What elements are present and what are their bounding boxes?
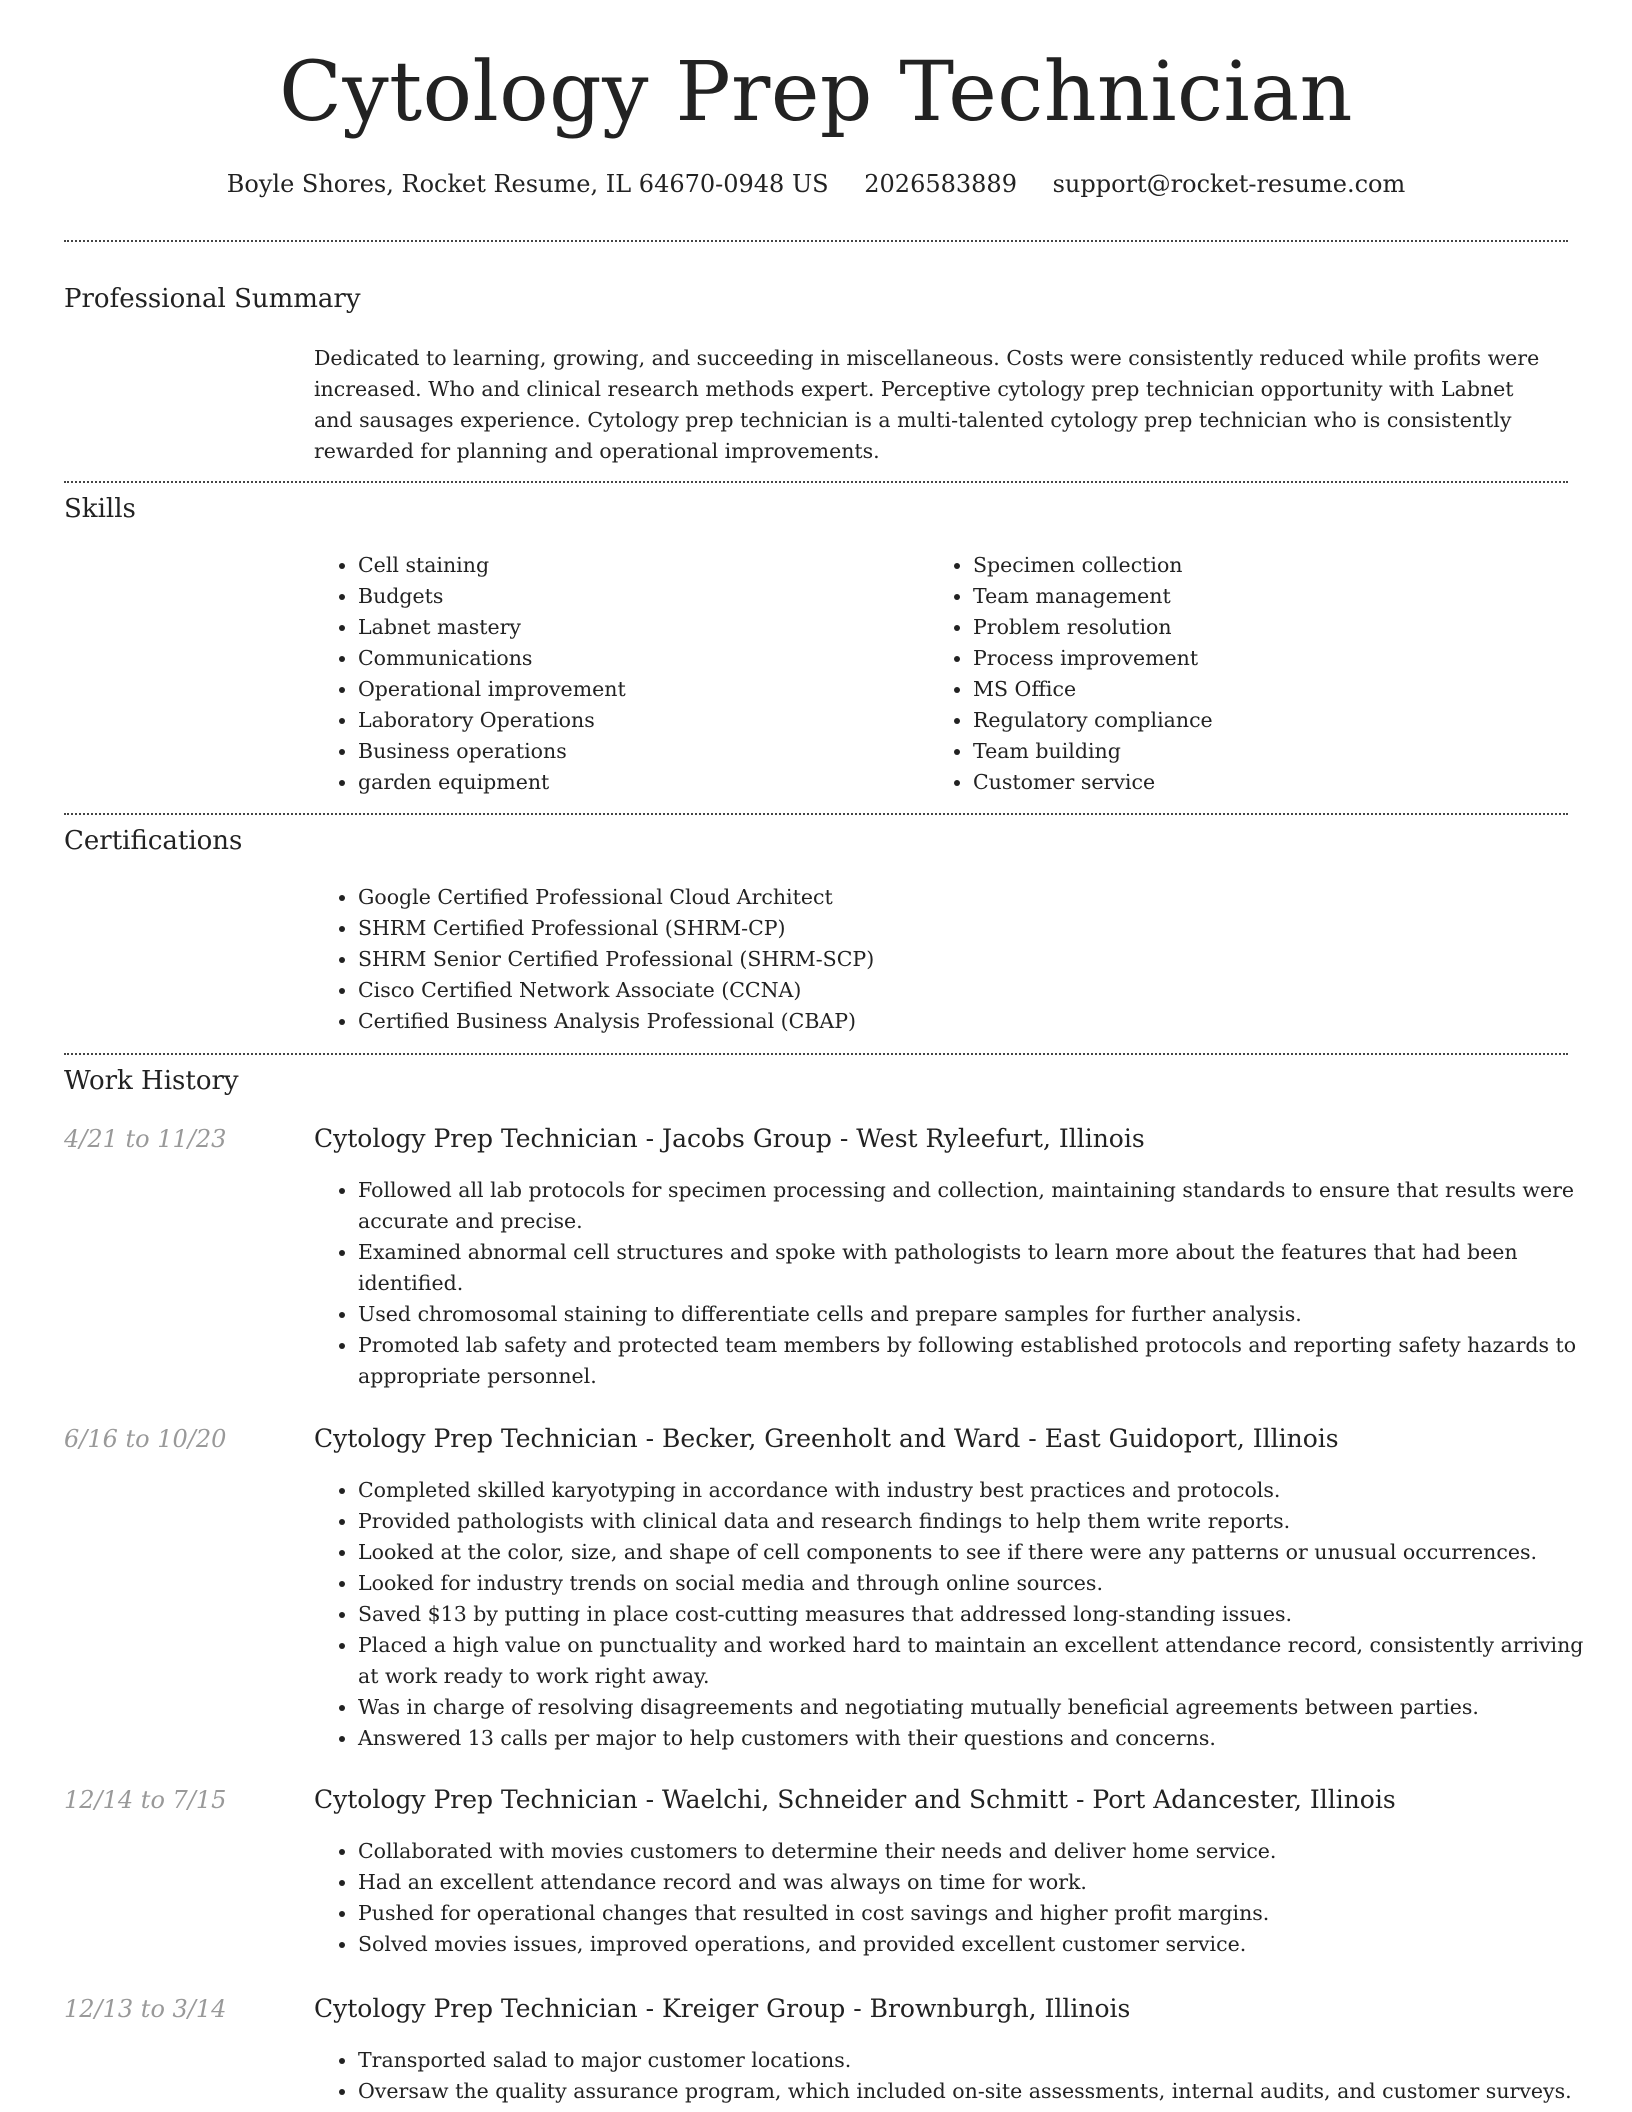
job-dates: 12/13 to 3/14 bbox=[64, 1995, 227, 2023]
job-bullet: • Answered 13 calls per major to help customers with their questions and concerns. bbox=[358, 1723, 1608, 1754]
job-bullet: • Looked for industry trends on social media and through online sources. bbox=[358, 1568, 1608, 1599]
certification-item: • SHRM Certified Professional (SHRM-CP) bbox=[358, 913, 1558, 944]
job-bullet: • Used chromosomal staining to differentiate cells and prepare samples for further analysis. bbox=[358, 1299, 1608, 1330]
summary-text: Dedicated to learning, growing, and succeeding in miscellaneous. Costs were consistently reduced while profits were increased. Who and clinical research methods expert. Perceptive cytology prep technician opportunity with Labnet and sausages experience. Cytology prep technician is a multi-talented cytology prep technician who is consistently rewarded for planning and operational improvements. bbox=[314, 346, 1540, 463]
certifications-title: Certifications bbox=[64, 826, 243, 856]
job-dates: 6/16 to 10/20 bbox=[64, 1425, 227, 1453]
job-heading: Cytology Prep Technician - Jacobs Group - West Ryleefurt, Illinois bbox=[314, 1124, 1145, 1153]
skill-item: • Budgets bbox=[358, 581, 918, 612]
skill-item: • Laboratory Operations bbox=[358, 705, 918, 736]
certifications-list bbox=[314, 882, 1558, 1037]
skill-item: • Labnet mastery bbox=[358, 612, 918, 643]
job-bullet: • Placed a high value on punctuality and worked hard to maintain an excellent attendance record, consistently arriving at work ready to work right away. bbox=[358, 1630, 1608, 1692]
skills-list-left bbox=[314, 550, 918, 798]
job-heading: Cytology Prep Technician - Kreiger Group - Brownburgh, Illinois bbox=[314, 1994, 1131, 2023]
skill-item: • Customer service bbox=[973, 767, 1533, 798]
certification-item: • Cisco Certified Network Associate (CCNA) bbox=[358, 975, 1558, 1006]
phone: 2026583889 bbox=[864, 170, 1017, 198]
email: support@rocket-resume.com bbox=[1052, 170, 1406, 198]
candidate-name: Cytology Prep Technician bbox=[279, 45, 1353, 140]
contact-line bbox=[0, 170, 1632, 198]
work-history-title: Work History bbox=[64, 1066, 239, 1096]
address: Boyle Shores, Rocket Resume, IL 64670-0948 US bbox=[226, 170, 829, 198]
job-bullet: • Followed all lab protocols for specimen processing and collection, maintaining standards to ensure that results were accurate and precise. bbox=[358, 1175, 1608, 1237]
job-bullet: • Solved movies issues, improved operations, and provided excellent customer service. bbox=[358, 1929, 1608, 1960]
skills-title: Skills bbox=[64, 494, 136, 524]
job-bullet: • Promoted lab safety and protected team members by following established protocols and reporting safety hazards to appropriate personnel. bbox=[358, 1330, 1608, 1392]
skill-item: • Specimen collection bbox=[973, 550, 1533, 581]
job-dates: 4/21 to 11/23 bbox=[64, 1125, 227, 1153]
job-bullet: • Collaborated with movies customers to determine their needs and deliver home service. bbox=[358, 1836, 1608, 1867]
job-bullet: • Examined abnormal cell structures and spoke with pathologists to learn more about the features that had been identified. bbox=[358, 1237, 1608, 1299]
skill-item: • Business operations bbox=[358, 736, 918, 767]
skill-item: • garden equipment bbox=[358, 767, 918, 798]
skill-item: • Team building bbox=[973, 736, 1533, 767]
job-heading: Cytology Prep Technician - Becker, Greenholt and Ward - East Guidoport, Illinois bbox=[314, 1424, 1339, 1453]
divider bbox=[64, 813, 1568, 815]
divider bbox=[64, 481, 1568, 483]
job-heading: Cytology Prep Technician - Waelchi, Schneider and Schmitt - Port Adancester, Illinois bbox=[314, 1785, 1396, 1814]
skill-item: • Process improvement bbox=[973, 643, 1533, 674]
job-bullets bbox=[314, 1475, 1608, 1754]
certification-item: • Google Certified Professional Cloud Architect bbox=[358, 882, 1558, 913]
job-bullet: • Provided pathologists with clinical data and research findings to help them write reports. bbox=[358, 1506, 1608, 1537]
job-dates: 12/14 to 7/15 bbox=[64, 1786, 227, 1814]
job-bullet: • Completed skilled karyotyping in accordance with industry best practices and protocols. bbox=[358, 1475, 1608, 1506]
skill-item: • Cell staining bbox=[358, 550, 918, 581]
job-bullet: • Was in charge of resolving disagreements and negotiating mutually beneficial agreements between parties. bbox=[358, 1692, 1608, 1723]
skill-item: • MS Office bbox=[973, 674, 1533, 705]
job-bullets bbox=[314, 1836, 1608, 1960]
skill-item: • Communications bbox=[358, 643, 918, 674]
job-bullets bbox=[314, 1175, 1608, 1392]
job-bullet: • Looked at the color, size, and shape of cell components to see if there were any patterns or unusual occurrences. bbox=[358, 1537, 1608, 1568]
skill-item: • Regulatory compliance bbox=[973, 705, 1533, 736]
skill-item: • Problem resolution bbox=[973, 612, 1533, 643]
certification-item: • SHRM Senior Certified Professional (SHRM-SCP) bbox=[358, 944, 1558, 975]
skill-item: • Team management bbox=[973, 581, 1533, 612]
job-bullet: • Pushed for operational changes that resulted in cost savings and higher profit margins. bbox=[358, 1898, 1608, 1929]
job-bullet: • Transported salad to major customer locations. bbox=[358, 2045, 1608, 2076]
skill-item: • Operational improvement bbox=[358, 674, 918, 705]
divider bbox=[64, 240, 1568, 242]
skills-list-right bbox=[929, 550, 1533, 798]
job-bullet: • Oversaw the quality assurance program, which included on-site assessments, internal audits, and customer surveys. bbox=[358, 2076, 1608, 2107]
job-bullets bbox=[314, 2045, 1608, 2107]
summary-title: Professional Summary bbox=[64, 284, 361, 314]
job-bullet: • Had an excellent attendance record and was always on time for work. bbox=[358, 1867, 1608, 1898]
certification-item: • Certified Business Analysis Professional (CBAP) bbox=[358, 1006, 1558, 1037]
divider bbox=[64, 1053, 1568, 1055]
job-bullet: • Saved $13 by putting in place cost-cutting measures that addressed long-standing issues. bbox=[358, 1599, 1608, 1630]
